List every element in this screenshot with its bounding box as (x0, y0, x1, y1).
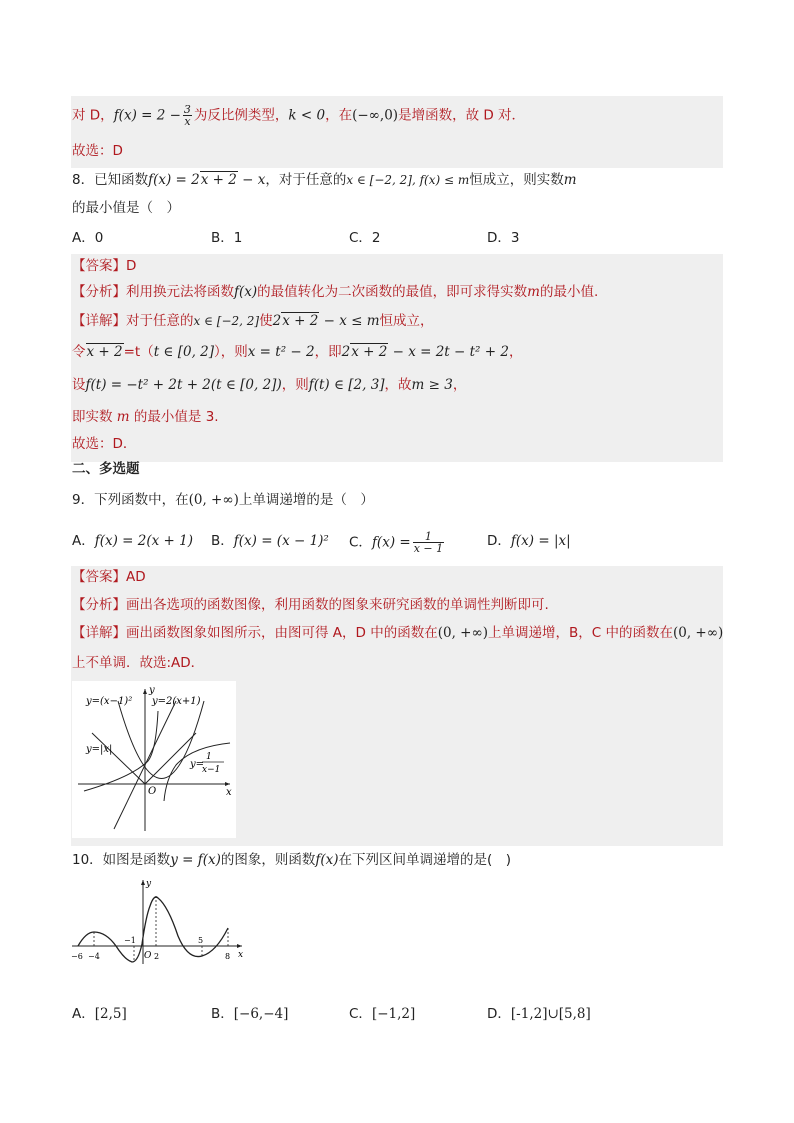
abs-curve (92, 733, 196, 784)
q9-option-b: B．f(x) = (x − 1)² (211, 533, 329, 549)
q8-answer: 【答案】D (72, 258, 137, 274)
label-recip-y: y= (190, 759, 205, 770)
q8-option-a: A．0 (72, 230, 104, 246)
axis-label-x: x (226, 787, 232, 798)
x-axis-arrow (237, 944, 242, 948)
tick-5: 5 (198, 936, 204, 945)
q8-option-d: D．3 (487, 230, 520, 246)
label-abs: y=|x| (86, 744, 113, 755)
label-parabola: y=(x−1)² (86, 696, 133, 707)
origin-label: O (148, 786, 157, 797)
axis-label-y: y (146, 879, 152, 889)
q8-option-c: C．2 (349, 230, 381, 246)
label-recip-den: x−1 (202, 765, 221, 775)
q10-graph-svg (70, 876, 250, 966)
tick-m4: −4 (88, 952, 100, 961)
tick-m6: −6 (71, 952, 83, 961)
prev-solution-line: 对 D，f(x) = 2 − $\frac{3}{x}$ 为反比例类型，k < 0，在(−∞,0)是增函数，故 D 对． (72, 103, 526, 128)
q8-analysis: 【分析】利用换元法将函数f(x)的最值转化为二次函数的最值，即可求得实数m的最小值. (72, 284, 599, 300)
y-axis-arrow (141, 880, 145, 885)
fraction: $\frac{3}{x}$ (183, 103, 191, 128)
section-title: 二、多选题 (72, 461, 140, 477)
origin-label: O (144, 951, 152, 961)
q10-function-graph (70, 876, 250, 966)
label-recip-num: 1 (206, 752, 212, 762)
q9-detail: 【详解】画出函数图象如图所示，由图可得 A，D 中的函数在(0, +∞)上单调递增，B，C 中的函数在(0, +∞) (72, 625, 724, 641)
label-linear: y=2(x+1) (152, 696, 201, 707)
tick-2: 2 (154, 952, 160, 961)
q8-detail: 【详解】对于任意的x ∈ [−2, 2]使2x + 2 − x ≤ m恒成立， (72, 313, 434, 329)
q9-option-a: A．f(x) = 2(x + 1) (72, 533, 194, 549)
tick-8: 8 (225, 952, 231, 961)
q9-graph-svg (72, 681, 236, 838)
q8-conclusion: 故选：D． (72, 436, 137, 452)
q10-option-a: A．[2,5] (72, 1006, 127, 1022)
prev-conclusion: 故选：D (72, 143, 123, 159)
tick-m1: −1 (124, 936, 136, 945)
q9-stem: 9．下列函数中，在(0, +∞)上单调递增的是（ ） (72, 492, 374, 508)
axis-label-y: y (149, 685, 155, 696)
q10-option-b: B．[−6,−4] (211, 1006, 289, 1022)
q10-stem: 10．如图是函数y = f(x)的图象，则函数f(x)在下列区间单调递增的是( ) (72, 852, 512, 868)
q9-analysis: 【分析】画出各选项的函数图像，利用函数的图象来研究函数的单调性判断即可. (72, 597, 549, 613)
q9-answer: 【答案】AD (72, 569, 146, 585)
q8-substitution: 令x + 2=t（t ∈ [0, 2]），则x = t² − 2，即2x + 2 − x = 2t − t² + 2， (72, 344, 523, 360)
axis-label-x: x (238, 950, 244, 960)
x-axis-arrow (225, 782, 230, 786)
q8-result: 即实数 m 的最小值是 3. (72, 409, 219, 425)
q8-option-b: B．1 (211, 230, 243, 246)
q10-option-d: D．[-1,2]∪[5,8] (487, 1006, 591, 1022)
q9-option-d: D．f(x) = |x| (487, 533, 571, 549)
q9-option-c: C．f(x) = $\frac{1}{x - 1}$ (349, 530, 444, 555)
q8-stem: 8．已知函数f(x) = 2x + 2 − x，对于任意的x ∈ [−2, 2], f(x) ≤ m恒成立，则实数m (72, 172, 577, 188)
q10-option-c: C．[−1,2] (349, 1006, 416, 1022)
y-axis-arrow (143, 689, 147, 694)
f-curve (78, 897, 231, 962)
fraction: $\frac{1}{x - 1}$ (413, 530, 444, 555)
q8-quadratic: 设f(t) = −t² + 2t + 2(t ∈ [0, 2])，则f(t) ∈ [2, 3]，故m ≥ 3， (72, 377, 467, 393)
q8-stem-line2: 的最小值是（ ） (72, 200, 180, 216)
q9-function-graph (72, 681, 236, 838)
q9-detail-line2: 上不单调．故选:AD． (72, 655, 205, 671)
